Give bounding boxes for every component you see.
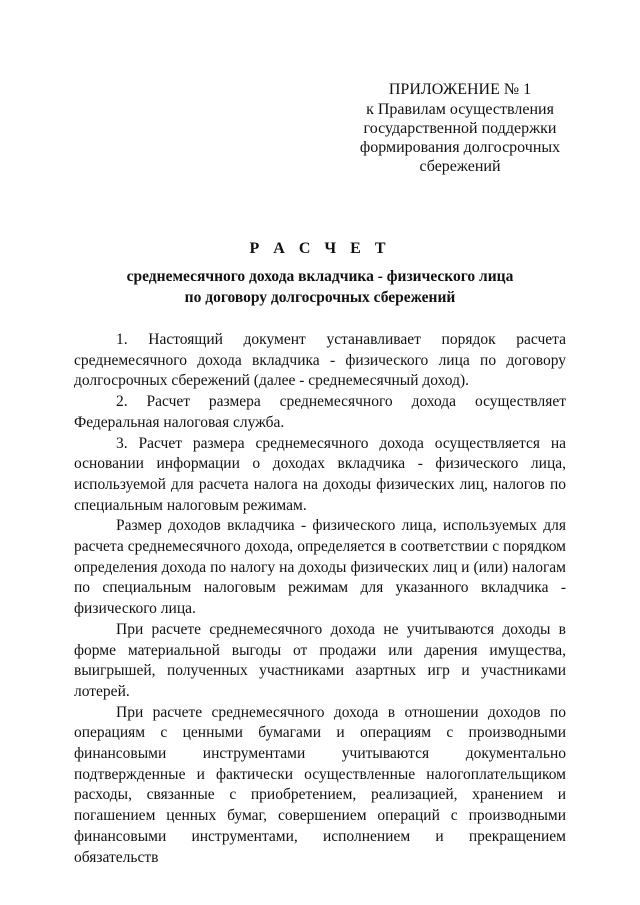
subtitle-line: среднемесячного дохода вкладчика - физического лица	[126, 268, 514, 285]
paragraph: При расчете среднемесячного дохода не учитываются доходы в форме материальной выгоды от продажи или дарения имущества, выигрышей, полученных участниками азартных игр и участниками лотерей.	[74, 620, 566, 700]
document-subtitle	[74, 266, 566, 308]
appendix-header	[340, 80, 580, 176]
document-title: Р А С Ч Е Т	[249, 240, 391, 257]
appendix-line: к Правилам осуществления	[366, 101, 554, 118]
document-body	[74, 330, 566, 868]
appendix-line: сбережений	[419, 158, 501, 175]
paragraph: 2. Расчет размера среднемесячного дохода осуществляет Федеральная налоговая служба.	[74, 393, 566, 431]
appendix-line: государственной поддержки	[363, 120, 557, 137]
paragraph: 1. Настоящий документ устанавливает порядок расчета среднемесячного дохода вкладчика - физического лица по договору долгосрочных сбережений (далее - среднемесячный доход).	[74, 331, 566, 390]
appendix-title: ПРИЛОЖЕНИЕ № 1	[388, 81, 532, 98]
appendix-line: формирования долгосрочных	[359, 139, 561, 156]
paragraph: Размер доходов вкладчика - физического лица, используемых для расчета среднемесячного дохода, определяется в соответствии с порядком определения дохода по налогу на доходы физических лиц и (или) налогам по специальным налоговым режимам для указанного вкладчика - физического лица.	[74, 517, 566, 618]
subtitle-line: по договору долгосрочных сбережений	[184, 289, 456, 306]
paragraph: 3. Расчет размера среднемесячного дохода осуществляется на основании информации о доходах вкладчика - физического лица, используемой для расчета налога на доходы физических лиц, налогов по специальным налоговым режимам.	[74, 434, 566, 514]
paragraph: При расчете среднемесячного дохода в отношении доходов по операциям с ценными бумагами и операциям с производными финансовыми инструментами учитываются документально подтвержденные и фактически осуществленные налогоплательщиком расходы, связанные с приобретением, реализацией, хранением и погашением ценных бумаг, совершением операций с производными финансовыми инструментами, исполнением и прекращением обязательств	[74, 703, 566, 866]
